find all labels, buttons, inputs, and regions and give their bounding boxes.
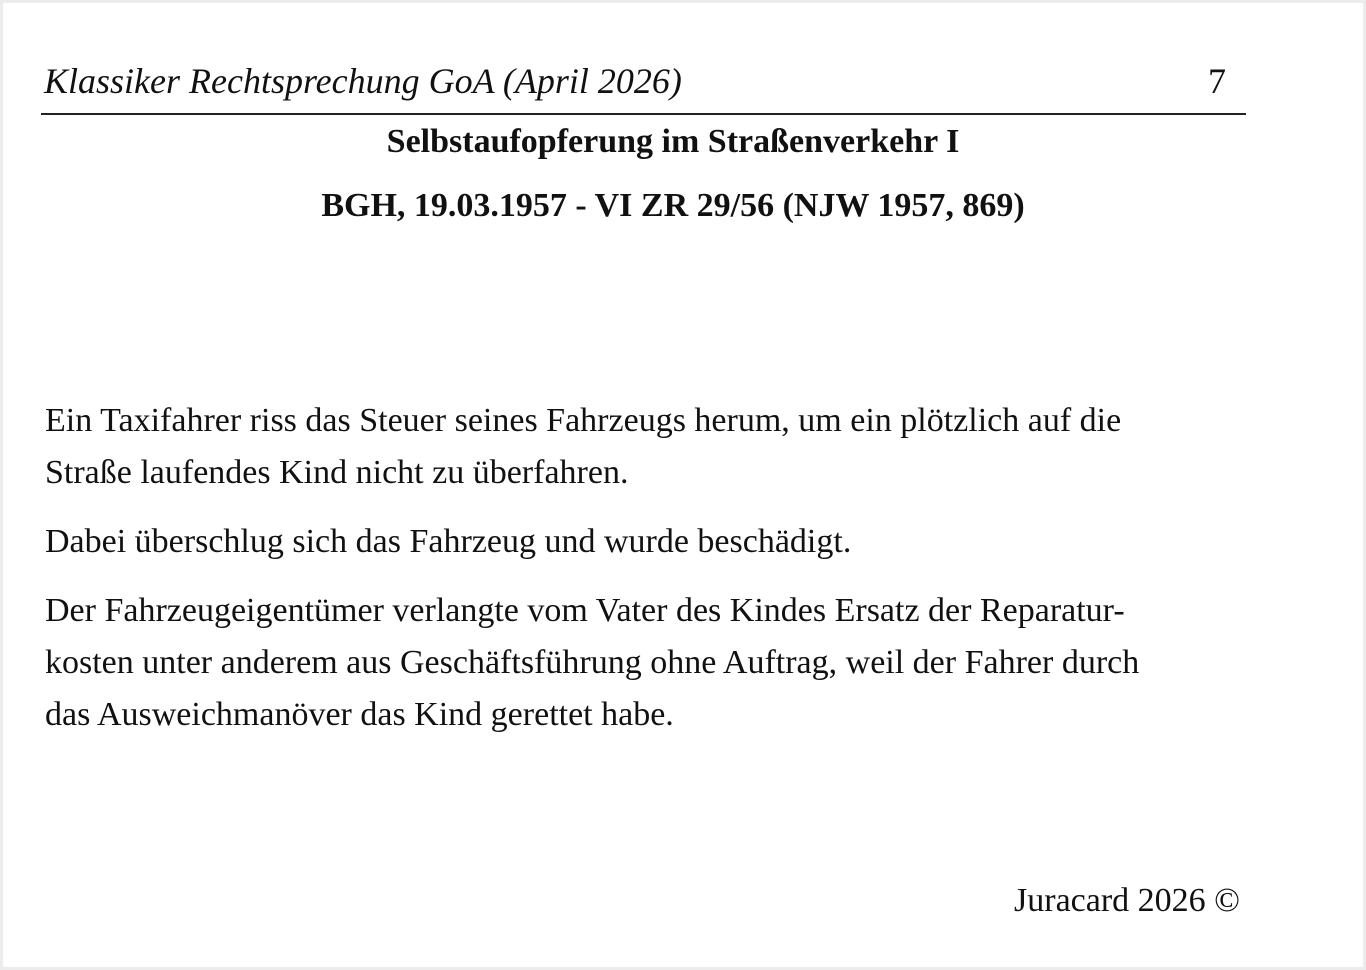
case-title: Selbstaufopferung im Straßenverkehr I — [386, 123, 960, 160]
case-body — [45, 395, 1303, 758]
document-page — [3, 3, 1363, 967]
paragraph-damage: Dabei überschlug sich das Fahrzeug und wurde beschädigt. — [45, 523, 852, 560]
page-header — [41, 55, 1246, 115]
case-citation: BGH, 19.03.1957 - VI ZR 29/56 (NJW 1957, 869) — [321, 187, 1025, 224]
page-number: 7 — [1208, 61, 1226, 101]
header-title: Klassiker Rechtsprechung GoA (April 2026) — [44, 61, 682, 101]
paragraph-claim: Der Fahrzeugeigentümer verlangte vom Vater des Kindes Ersatz der Reparatur- kosten unter anderem aus Geschäftsführung ohne Auftrag, weil der Fahrer durch das Ausweichmanöver das Kind gerettet habe. — [45, 592, 1140, 733]
footer-copyright: Juracard 2026 © — [1014, 882, 1240, 919]
paragraph-facts: Ein Taxifahrer riss das Steuer seines Fahrzeugs herum, um ein plötzlich auf die Straße laufendes Kind nicht zu überfahren. — [45, 402, 1122, 491]
